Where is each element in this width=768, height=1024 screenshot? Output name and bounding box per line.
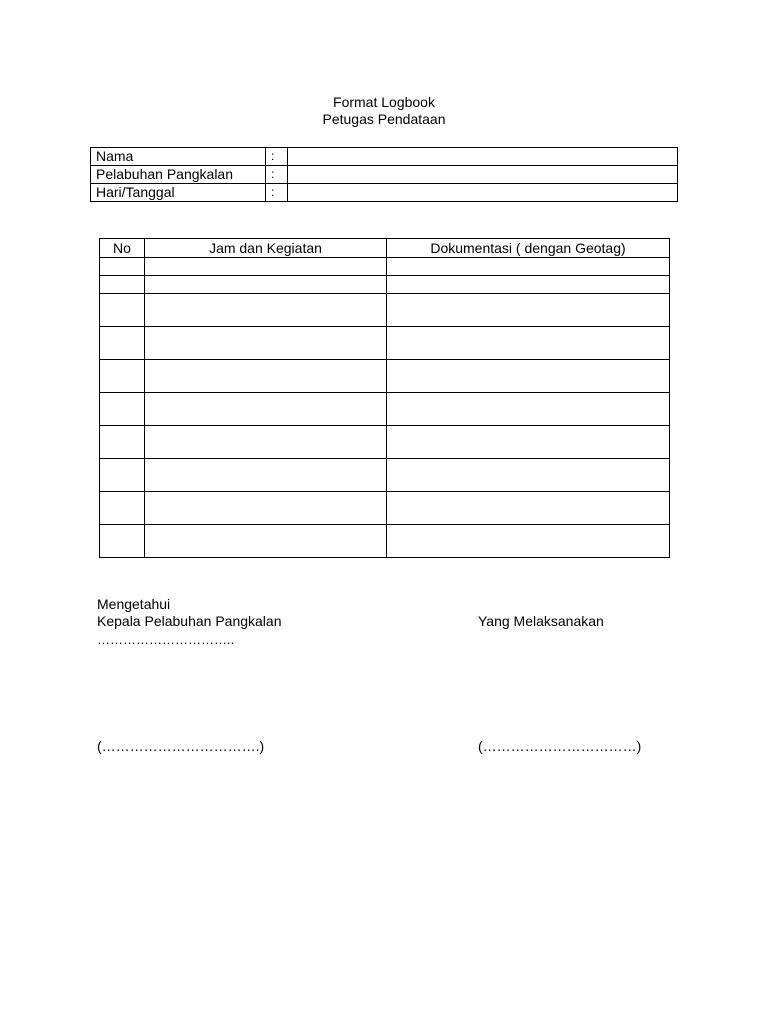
cell-no[interactable] <box>100 393 145 426</box>
signature-left-title: Kepala Pelabuhan Pangkalan <box>97 613 282 629</box>
table-row <box>100 393 670 426</box>
table-row <box>100 525 670 558</box>
document-title: Format Logbook <box>333 94 435 110</box>
column-header-dokumentasi: Dokumentasi ( dengan Geotag) <box>387 239 670 258</box>
log-header-row <box>100 239 670 258</box>
signature-left-dotted-line: ………………………….. <box>97 632 235 647</box>
cell-dokumentasi[interactable] <box>387 426 670 459</box>
activity-log-table <box>99 238 670 558</box>
cell-no[interactable] <box>100 360 145 393</box>
cell-jam-kegiatan[interactable] <box>145 327 387 360</box>
table-row <box>100 294 670 327</box>
cell-dokumentasi[interactable] <box>387 294 670 327</box>
info-row-pelabuhan <box>91 166 678 184</box>
column-header-no: No <box>100 239 145 258</box>
signature-left-caption: Mengetahui <box>97 596 171 612</box>
info-colon: : <box>266 166 288 184</box>
signature-right-title: Yang Melaksanakan <box>478 613 604 629</box>
cell-dokumentasi[interactable] <box>387 525 670 558</box>
cell-jam-kegiatan[interactable] <box>145 459 387 492</box>
cell-jam-kegiatan[interactable] <box>145 426 387 459</box>
cell-dokumentasi[interactable] <box>387 327 670 360</box>
cell-dokumentasi[interactable] <box>387 393 670 426</box>
signature-right-name-placeholder: (……………………………) <box>478 738 642 754</box>
info-row-tanggal <box>91 184 678 202</box>
cell-dokumentasi[interactable] <box>387 258 670 276</box>
table-row <box>100 360 670 393</box>
table-row <box>100 492 670 525</box>
table-row <box>100 459 670 492</box>
signature-left-name-placeholder: (…………………………….) <box>97 738 265 754</box>
cell-no[interactable] <box>100 276 145 294</box>
info-colon: : <box>266 148 288 166</box>
cell-no[interactable] <box>100 492 145 525</box>
cell-no[interactable] <box>100 258 145 276</box>
column-header-jam-kegiatan: Jam dan Kegiatan <box>145 239 387 258</box>
table-row <box>100 426 670 459</box>
table-row <box>100 258 670 276</box>
cell-no[interactable] <box>100 525 145 558</box>
info-value-field[interactable] <box>288 148 678 166</box>
cell-dokumentasi[interactable] <box>387 360 670 393</box>
cell-no[interactable] <box>100 327 145 360</box>
document-subtitle: Petugas Pendataan <box>322 111 446 127</box>
cell-no[interactable] <box>100 294 145 327</box>
info-label: Hari/Tanggal <box>91 184 266 202</box>
cell-no[interactable] <box>100 459 145 492</box>
info-row-nama <box>91 148 678 166</box>
cell-jam-kegiatan[interactable] <box>145 294 387 327</box>
officer-info-table <box>90 147 678 202</box>
table-row <box>100 276 670 294</box>
cell-jam-kegiatan[interactable] <box>145 492 387 525</box>
info-colon: : <box>266 184 288 202</box>
info-label: Pelabuhan Pangkalan <box>91 166 266 184</box>
cell-jam-kegiatan[interactable] <box>145 276 387 294</box>
cell-jam-kegiatan[interactable] <box>145 393 387 426</box>
info-value-field[interactable] <box>288 184 678 202</box>
cell-no[interactable] <box>100 426 145 459</box>
cell-jam-kegiatan[interactable] <box>145 360 387 393</box>
cell-dokumentasi[interactable] <box>387 492 670 525</box>
cell-jam-kegiatan[interactable] <box>145 525 387 558</box>
cell-dokumentasi[interactable] <box>387 276 670 294</box>
cell-dokumentasi[interactable] <box>387 459 670 492</box>
info-label: Nama <box>91 148 266 166</box>
table-row <box>100 327 670 360</box>
cell-jam-kegiatan[interactable] <box>145 258 387 276</box>
info-value-field[interactable] <box>288 166 678 184</box>
